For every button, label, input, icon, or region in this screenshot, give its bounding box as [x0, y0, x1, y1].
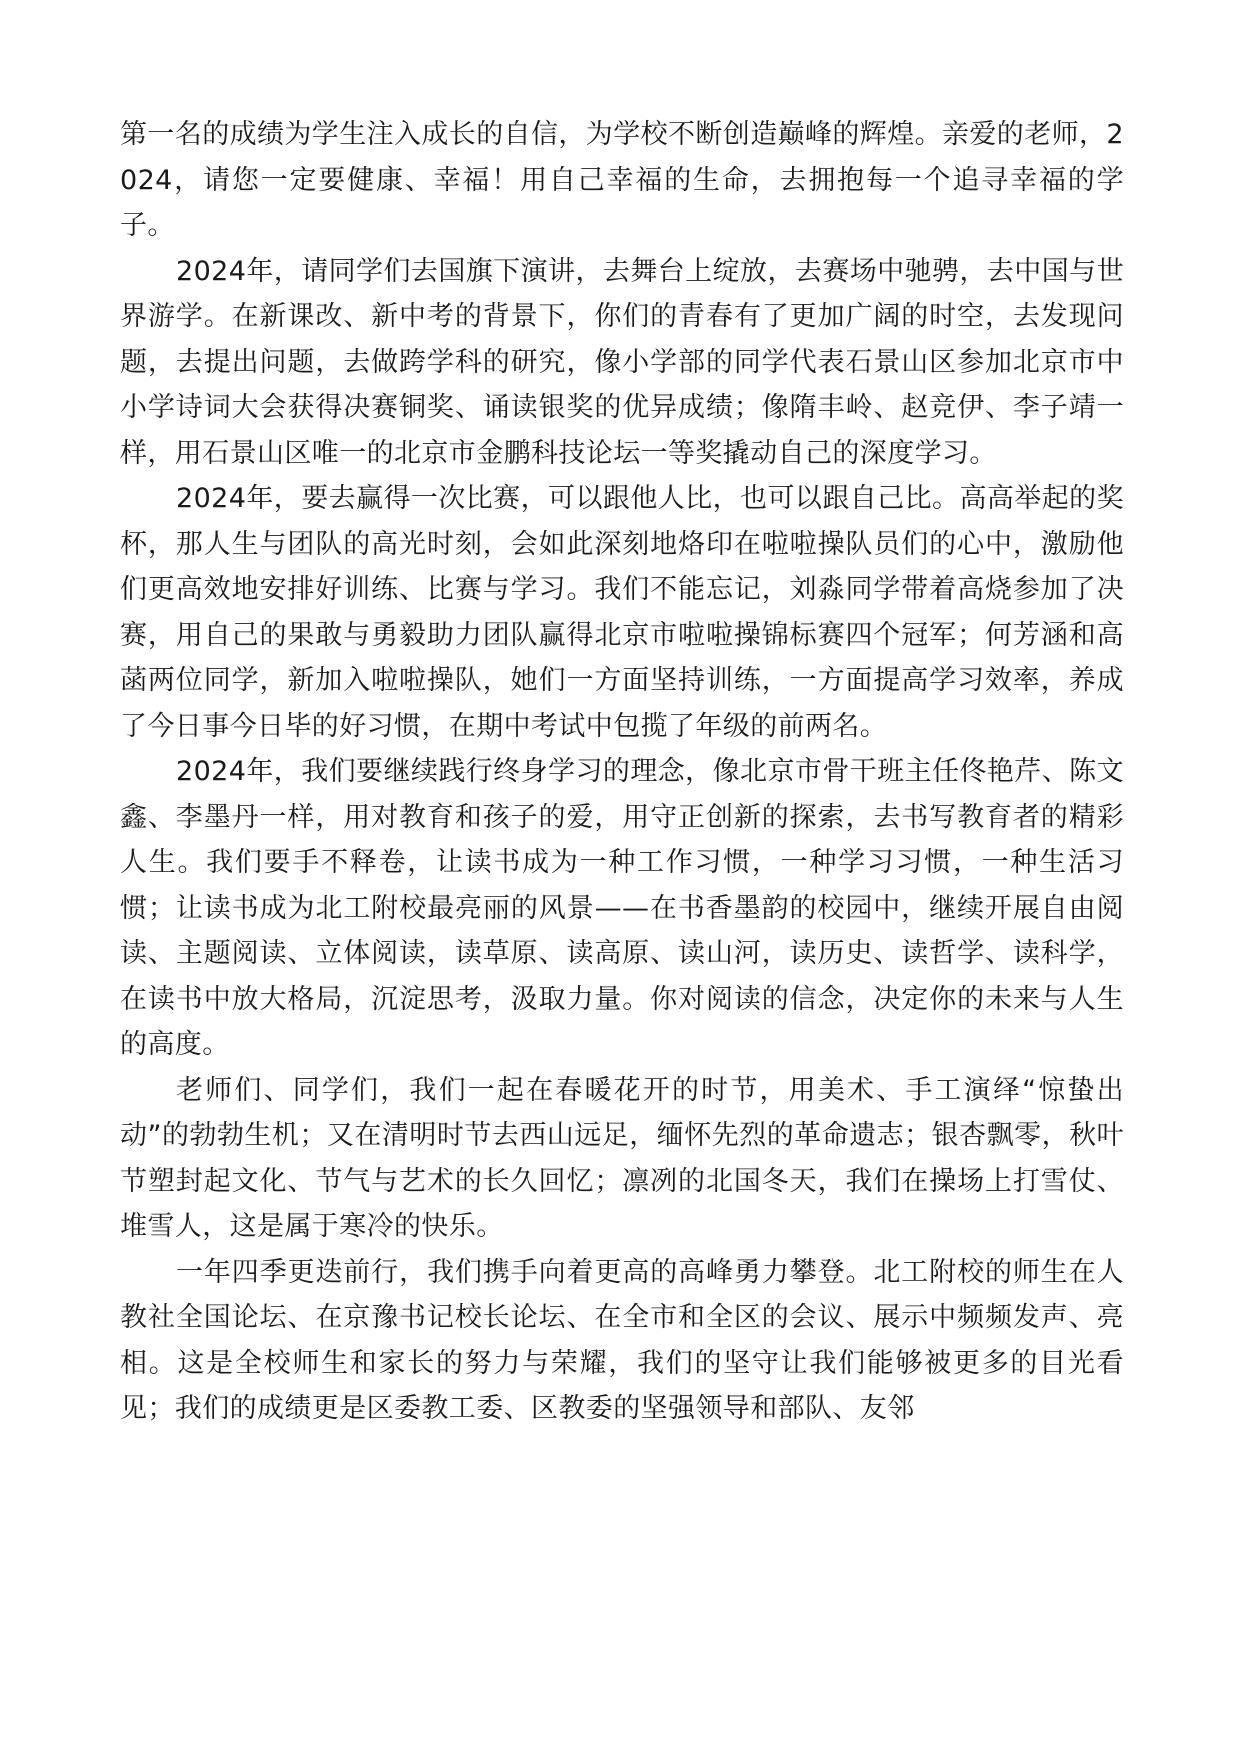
- paragraph-seasons-activities: 老师们、同学们，我们一起在春暖花开的时节，用美术、手工演绎“惊蛰出动”的勃勃生机；又在清明时节去西山远足，缅怀先烈的革命遗志；银杏飘零，秋叶节塑封起文化、节气与艺术的长久回忆；凛冽的北国冬天，我们在操场上打雪仗、堆雪人，这是属于寒冷的快乐。: [120, 1074, 1124, 1242]
- paragraph-lifelong-learning-2024: 2024年，我们要继续践行终身学习的理念，像北京市骨干班主任佟艳芹、陈文鑫、李墨丹一样，用对教育和孩子的爱，用守正创新的探索，去书写教育者的精彩人生。我们要手不释卷，让读书成为一种工作习惯，一种学习习惯，一种生活习惯；让读书成为北工附校最亮丽的风景——在书香墨韵的校园中，继续开展自由阅读、主题阅读、立体阅读，读草原、读高原、读山河，读历史、读哲学、读科学，在读书中放大格局，沉淀思考，汲取力量。你对阅读的信念，决定你的未来与人生的高度。: [120, 756, 1124, 1060]
- paragraph-students-2024: 2024年，请同学们去国旗下演讲，去舞台上绽放，去赛场中驰骋，去中国与世界游学。在新课改、新中考的背景下，你们的青春有了更加广阔的时空，去发现问题，去提出问题，去做跨学科的研究，像小学部的同学代表石景山区参加北京市中小学诗词大会获得决赛铜奖、诵读银奖的优异成绩；像隋丰岭、赵竞伊、李子靖一样，用石景山区唯一的北京市金鹏科技论坛一等奖撬动自己的深度学习。: [120, 255, 1124, 469]
- paragraph-school-achievements: 一年四季更迭前行，我们携手向着更高的高峰勇力攀登。北工附校的师生在人教社全国论坛、在京豫书记校长论坛、在全市和全区的会议、展示中频频发声、亮相。这是全校师生和家长的努力与荣耀，我们的坚守让我们能够被更多的目光看见；我们的成绩更是区委教工委、区教委的坚强领导和部队、友邻: [120, 1256, 1124, 1424]
- paragraph-continuation: 第一名的成绩为学生注入成长的自信，为学校不断创造巅峰的辉煌。亲爱的老师，2024，请您一定要健康、幸福！用自己幸福的生命，去拥抱每一个追寻幸福的学子。: [120, 119, 1124, 241]
- paragraph-competition-2024: 2024年，要去赢得一次比赛，可以跟他人比，也可以跟自己比。高高举起的奖杯，那人生与团队的高光时刻，会如此深刻地烙印在啦啦操队员们的心中，激励他们更高效地安排好训练、比赛与学习。我们不能忘记，刘淼同学带着高烧参加了决赛，用自己的果敢与勇毅助力团队赢得北京市啦啦操锦标赛四个冠军；何芳涵和高菡两位同学，新加入啦啦操队，她们一方面坚持训练，一方面提高学习效率，养成了今日事今日毕的好习惯，在期中考试中包揽了年级的前两名。: [120, 483, 1124, 742]
- document-page: [120, 112, 1124, 1432]
